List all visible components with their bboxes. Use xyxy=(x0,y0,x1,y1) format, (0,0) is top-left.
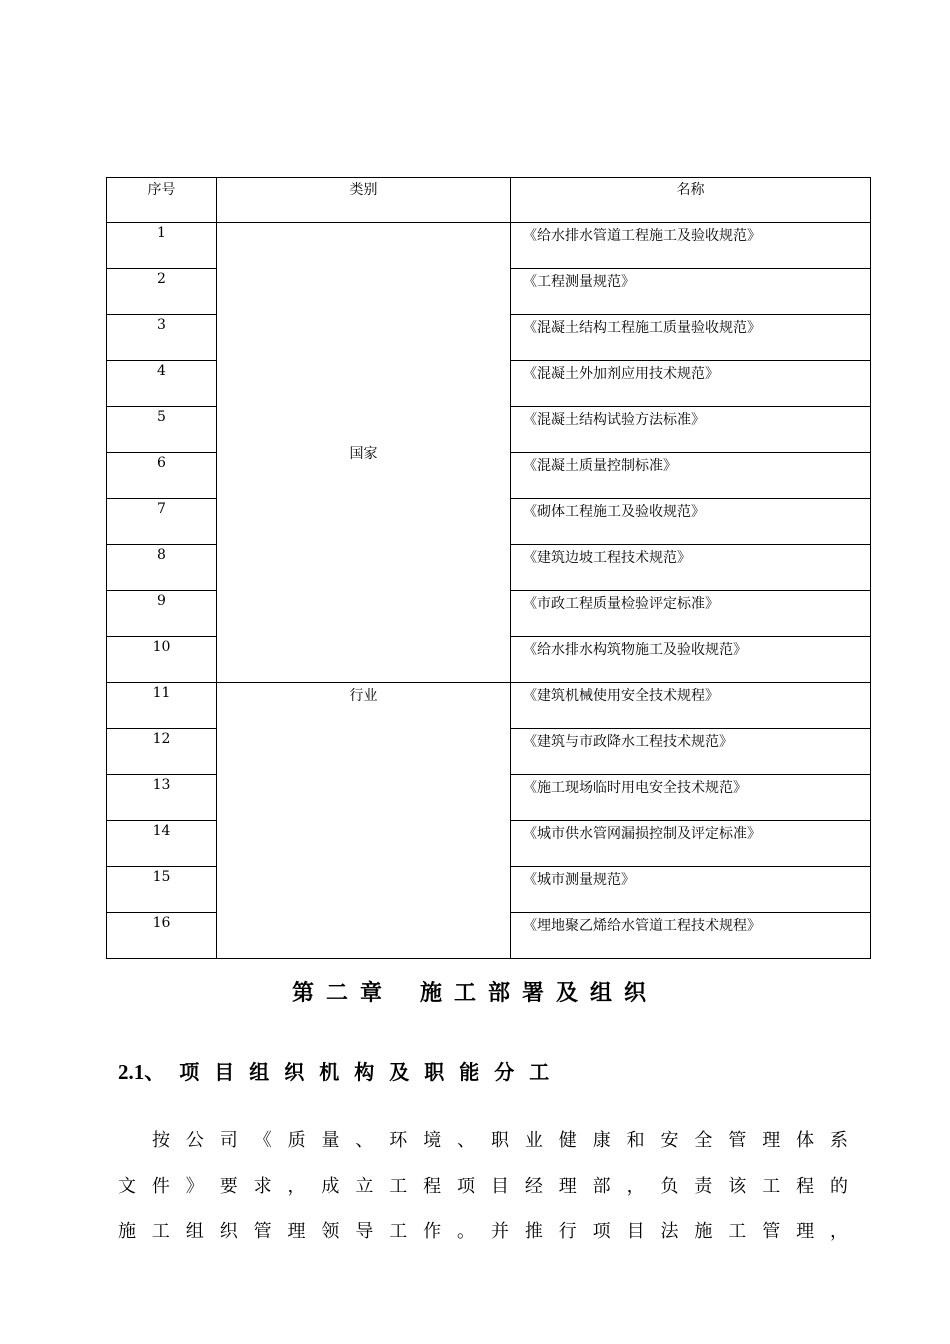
header-category: 类别 xyxy=(217,178,511,223)
row-name: 《砌体工程施工及验收规范》 xyxy=(511,499,871,545)
row-name: 《给水排水构筑物施工及验收规范》 xyxy=(511,637,871,683)
row-no: 3 xyxy=(107,315,217,361)
row-no: 10 xyxy=(107,637,217,683)
row-no: 13 xyxy=(107,775,217,821)
chapter-label: 第二章 xyxy=(291,981,394,1006)
row-no: 11 xyxy=(107,683,217,729)
row-no: 5 xyxy=(107,407,217,453)
header-no: 序号 xyxy=(107,178,217,223)
row-no: 16 xyxy=(107,913,217,959)
table-header-row xyxy=(107,178,871,223)
row-name: 《建筑机械使用安全技术规程》 xyxy=(511,683,871,729)
row-name: 《混凝土结构试验方法标准》 xyxy=(511,407,871,453)
row-no: 7 xyxy=(107,499,217,545)
section-number: 2.1、 xyxy=(118,1060,166,1084)
row-name: 《埋地聚乙烯给水管道工程技术规程》 xyxy=(511,913,871,959)
category-national: 国家 xyxy=(217,223,511,683)
section-title: 项目组织机构及职能分工 xyxy=(179,1060,565,1084)
paragraph-line-1: 按公司《质量、环境、职业健康和安全管理体系 xyxy=(152,1130,848,1151)
row-name: 《施工现场临时用电安全技术规范》 xyxy=(511,775,871,821)
row-no: 14 xyxy=(107,821,217,867)
row-no: 1 xyxy=(107,223,217,269)
row-no: 12 xyxy=(107,729,217,775)
row-no: 6 xyxy=(107,453,217,499)
section-heading xyxy=(118,1056,564,1086)
chapter-heading xyxy=(0,976,950,1007)
row-no: 8 xyxy=(107,545,217,591)
row-no: 9 xyxy=(107,591,217,637)
row-no: 15 xyxy=(107,867,217,913)
chapter-title: 施工部署及组织 xyxy=(420,981,659,1006)
paragraph-line-2: 文件》要求，成立工程项目经理部，负责该工程的 xyxy=(118,1176,848,1197)
row-no: 2 xyxy=(107,269,217,315)
paragraph-line-3: 施工组织管理领导工作。并推行项目法施工管理， xyxy=(118,1221,848,1242)
row-name: 《混凝土质量控制标准》 xyxy=(511,453,871,499)
header-name: 名称 xyxy=(511,178,871,223)
row-name: 《给水排水管道工程施工及验收规范》 xyxy=(511,223,871,269)
row-name: 《工程测量规范》 xyxy=(511,269,871,315)
category-industry: 行业 xyxy=(217,683,511,959)
row-name: 《市政工程质量检验评定标准》 xyxy=(511,591,871,637)
table-row xyxy=(107,223,871,269)
standards-table xyxy=(106,177,871,959)
row-name: 《混凝土外加剂应用技术规范》 xyxy=(511,361,871,407)
row-name: 《城市测量规范》 xyxy=(511,867,871,913)
row-name: 《城市供水管网漏损控制及评定标准》 xyxy=(511,821,871,867)
row-name: 《混凝土结构工程施工质量验收规范》 xyxy=(511,315,871,361)
table-row xyxy=(107,683,871,729)
row-no: 4 xyxy=(107,361,217,407)
row-name: 《建筑边坡工程技术规范》 xyxy=(511,545,871,591)
row-name: 《建筑与市政降水工程技术规范》 xyxy=(511,729,871,775)
